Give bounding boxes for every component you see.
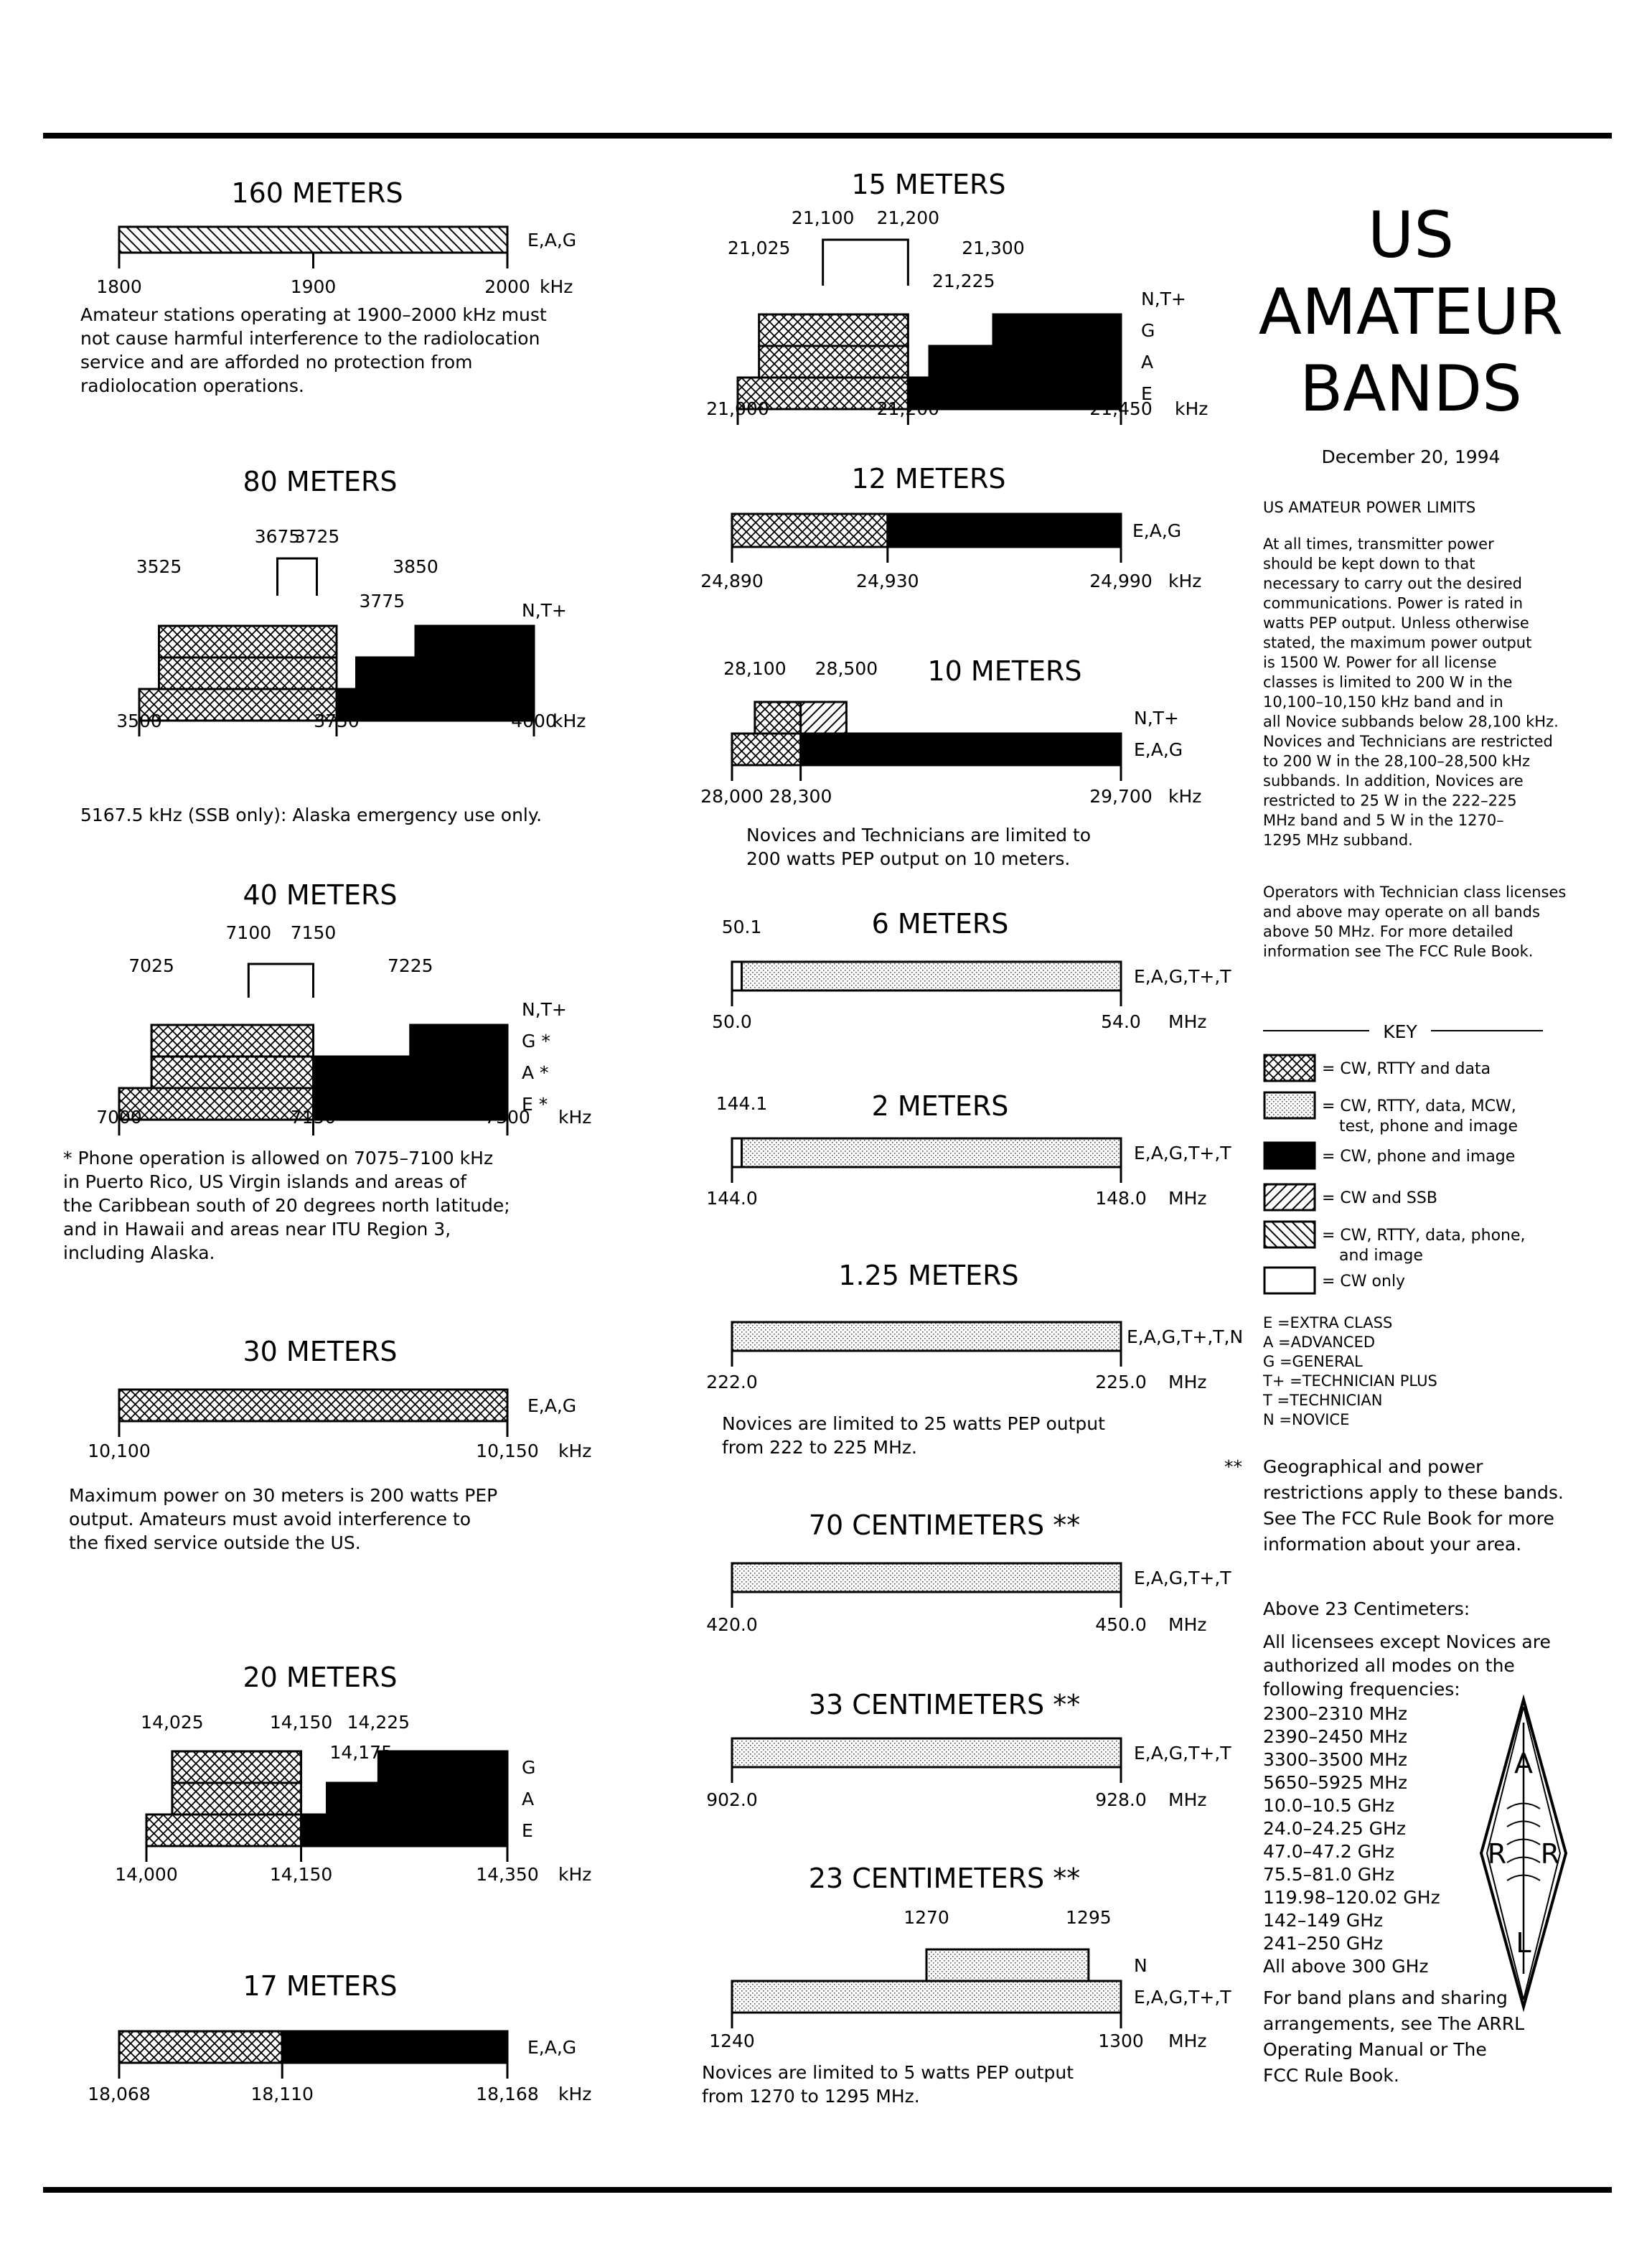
band-segment-solid (301, 1814, 507, 1846)
band-segment-solid (416, 626, 534, 657)
edge-marker-label: 3850 (393, 556, 438, 577)
band-segment-cross (732, 734, 801, 765)
band-note-line: the fixed service outside the US. (69, 1532, 361, 1553)
band-note-line: 5167.5 kHz (SSB only): Alaska emergency use only. (80, 805, 543, 825)
key-swatch-fwd (1264, 1184, 1315, 1210)
band-segment-cross (759, 346, 909, 378)
unit-label: MHz (1168, 1011, 1207, 1032)
band-10 (706, 1090, 1231, 1209)
title-line-1: US (1367, 198, 1455, 272)
edge-marker-label: 50.1 (721, 917, 762, 937)
license-class-line: G =GENERAL (1263, 1353, 1363, 1370)
power-limits-line: 1295 MHz subband. (1263, 831, 1413, 849)
key-label-2: test, phone and image (1339, 1118, 1518, 1135)
geo-restriction-line: restrictions apply to these bands. (1263, 1482, 1564, 1503)
band-1 (80, 466, 586, 825)
tick-label: 21,200 (876, 398, 940, 419)
band-segment-empty (732, 1138, 742, 1167)
tick-label: 222.0 (706, 1372, 758, 1392)
edge-marker-label: 3725 (294, 526, 340, 547)
band-segment-cross (146, 1814, 301, 1846)
edge-marker-label: 28,500 (815, 658, 878, 679)
above23-frequency: 10.0–10.5 GHz (1263, 1795, 1395, 1816)
tick-label: 902.0 (706, 1789, 758, 1810)
band-title: 23 CENTIMETERS ** (808, 1863, 1081, 1894)
above23-heading: Above 23 Centimeters: (1263, 1598, 1470, 1619)
tick-label: 3500 (116, 711, 162, 731)
row-label: E,A,G (1132, 520, 1182, 541)
band-segment-solid (357, 657, 535, 689)
band-segment-dots (732, 1563, 1121, 1592)
tick-label: 50.0 (712, 1011, 752, 1032)
logo-letter-left: R (1487, 1838, 1507, 1870)
tick-label: 1800 (96, 276, 142, 297)
power-limits-line: watts PEP output. Unless otherwise (1263, 614, 1529, 632)
row-label: N,T+ (1141, 289, 1186, 309)
operators-line: above 50 MHz. For more detailed (1263, 923, 1513, 940)
band-segment-cross (151, 1057, 313, 1088)
key (1263, 1021, 1543, 1293)
logo-letter-top: A (1514, 1748, 1533, 1779)
row-label: N (1134, 1955, 1148, 1976)
band-title: 40 METERS (243, 879, 398, 911)
license-class-line: N =NOVICE (1263, 1411, 1350, 1428)
band-segment-empty (732, 962, 742, 990)
band-segment-cross (732, 514, 888, 547)
band-segment-solid (410, 1025, 507, 1057)
operators-line: information see The FCC Rule Book. (1263, 942, 1534, 960)
band-6 (706, 169, 1208, 425)
edge-marker-label: 3675 (254, 526, 301, 547)
band-0 (80, 177, 576, 396)
key-swatch-empty (1264, 1268, 1315, 1293)
band-segment-solid (929, 346, 1121, 378)
date: December 20, 1994 (1321, 446, 1501, 467)
band-segment-solid (888, 514, 1121, 547)
key-items (1264, 1055, 1526, 1293)
edge-marker-label: 1295 (1066, 1907, 1112, 1928)
operators-line: Operators with Technician class licenses (1263, 884, 1567, 901)
tick-label: 225.0 (1095, 1372, 1147, 1392)
above23-line: authorized all modes on the (1263, 1655, 1515, 1676)
band-plans-line: Operating Manual or The (1263, 2039, 1487, 2060)
tick-label: 14,150 (269, 1864, 333, 1885)
arrl-logo (1481, 1700, 1566, 2007)
above23-line: following frequencies: (1263, 1679, 1460, 1700)
row-label: E,A,G,T+,T (1134, 1143, 1231, 1163)
band-plans-line: FCC Rule Book. (1263, 2065, 1399, 2086)
band-segment-cross (172, 1751, 301, 1783)
tick-label: 28,000 (700, 786, 764, 807)
band-note-line: from 1270 to 1295 MHz. (702, 2086, 920, 2107)
above23-frequency: 2300–2310 MHz (1263, 1703, 1408, 1724)
key-label: = CW only (1322, 1273, 1406, 1291)
tick-label: 18,168 (476, 2084, 539, 2104)
band-note-line: from 222 to 225 MHz. (722, 1437, 917, 1458)
above23-frequency: 5650–5925 MHz (1263, 1772, 1408, 1793)
band-5 (88, 1970, 591, 2104)
band-note-line: * Phone operation is allowed on 7075–7100 kHz (63, 1148, 494, 1169)
band-segment-solid (282, 2031, 507, 2063)
band-note-line: service and are afforded no protection from (80, 352, 473, 373)
edge-marker-label: 14,175 (329, 1742, 393, 1763)
band-note-line: output. Amateurs must avoid interference to (69, 1509, 471, 1530)
geo-mark: ** (1224, 1456, 1242, 1477)
key-label: = CW, RTTY, data, phone, (1322, 1227, 1526, 1245)
edge-marker-label: 3525 (136, 556, 182, 577)
tick-label: 4000 (511, 711, 557, 731)
row-label: E,A,G,T+,T (1134, 966, 1231, 987)
band-9 (712, 908, 1231, 1032)
tick-label: 24,890 (700, 571, 764, 591)
tick-label: 24,930 (856, 571, 919, 591)
band-plans-line: For band plans and sharing (1263, 1987, 1508, 2008)
power-limits-line: necessary to carry out the desired (1263, 575, 1523, 592)
row-label: E,A,G,T+,T (1134, 1987, 1231, 2008)
edge-marker-label: 28,100 (723, 658, 787, 679)
above23-frequency: 241–250 GHz (1263, 1933, 1384, 1954)
row-label: G (1141, 320, 1155, 341)
band-title: 70 CENTIMETERS ** (808, 1509, 1081, 1541)
above23-frequency: 119.98–120.02 GHz (1263, 1887, 1440, 1908)
band-segment-fwd (801, 702, 847, 734)
above23-frequency: All above 300 GHz (1263, 1956, 1429, 1977)
band-segment-dots (732, 1322, 1121, 1351)
edge-marker-label: 14,150 (269, 1712, 333, 1733)
row-label: N,T+ (522, 600, 567, 621)
band-segment-cross (159, 657, 337, 689)
row-label: G * (522, 1031, 550, 1052)
band-title: 160 METERS (231, 177, 403, 209)
band-title: 10 METERS (927, 655, 1082, 687)
novice-segment (823, 240, 909, 286)
key-swatch-dots (1264, 1092, 1315, 1118)
key-title: KEY (1383, 1021, 1417, 1042)
band-title: 20 METERS (243, 1662, 398, 1693)
unit-label: kHz (558, 1107, 592, 1128)
band-segment-back (119, 227, 507, 253)
operators-text (1263, 884, 1566, 960)
row-label: E,A,G (527, 1395, 577, 1416)
edge-marker-label: 21,300 (962, 238, 1025, 258)
band-title: 6 METERS (871, 908, 1009, 940)
band-segment-cross (172, 1783, 301, 1814)
logo-letter-right: R (1540, 1838, 1560, 1870)
key-swatch-cross (1264, 1055, 1315, 1081)
above23-frequency: 142–149 GHz (1263, 1910, 1384, 1931)
power-limits-line: to 200 W in the 28,100–28,500 kHz (1263, 752, 1531, 770)
band-diagrams (63, 169, 1243, 2107)
band-segment-cross (755, 702, 801, 734)
unit-label: kHz (540, 276, 573, 297)
band-2 (63, 879, 591, 1263)
tick-label: 14,000 (115, 1864, 178, 1885)
unit-label: kHz (1168, 786, 1202, 807)
row-label: E (522, 1820, 533, 1841)
row-label: A (522, 1789, 535, 1809)
band-segment-cross (119, 2031, 282, 2063)
edge-marker-label: 7150 (290, 922, 337, 943)
tick-label: 29,700 (1089, 786, 1153, 807)
key-label: = CW and SSB (1322, 1189, 1437, 1207)
logo-letter-bottom: L (1516, 1927, 1531, 1959)
band-title: 15 METERS (851, 169, 1006, 200)
tick-label: 928.0 (1095, 1789, 1147, 1810)
tick-label: 7150 (290, 1107, 337, 1128)
license-class-line: T =TECHNICIAN (1263, 1392, 1383, 1409)
tick-label: 18,068 (88, 2084, 151, 2104)
band-title: 1.25 METERS (838, 1260, 1019, 1291)
tick-label: 450.0 (1095, 1614, 1147, 1635)
title-line-2: AMATEUR (1258, 275, 1564, 349)
power-limits-line: communications. Power is rated in (1263, 594, 1524, 612)
power-limits-line: classes is limited to 200 W in the (1263, 673, 1513, 691)
title-line-3: BANDS (1299, 352, 1523, 426)
operators-line: and above may operate on all bands (1263, 903, 1540, 921)
edge-marker-label: 144.1 (715, 1093, 768, 1114)
edge-marker-label: 14,025 (141, 1712, 204, 1733)
band-12 (706, 1509, 1231, 1635)
key-label-2: and image (1339, 1247, 1423, 1265)
edge-marker-label: 21,225 (932, 271, 995, 291)
above23-frequency: 3300–3500 MHz (1263, 1749, 1408, 1770)
license-class-line: T+ =TECHNICIAN PLUS (1263, 1372, 1437, 1390)
bottom-rule (43, 2187, 1612, 2193)
band-segment-solid (327, 1783, 508, 1814)
tick-label: 1300 (1098, 2031, 1144, 2051)
tick-label: 28,300 (769, 786, 832, 807)
novice-segment (248, 964, 313, 998)
row-label: G (522, 632, 536, 652)
tick-label: 14,350 (476, 1864, 539, 1885)
band-segment-solid (314, 1057, 508, 1088)
band-note-line: Novices are limited to 25 watts PEP output (722, 1413, 1105, 1434)
band-note-line: including Alaska. (63, 1242, 215, 1263)
edge-marker-label: 3775 (359, 591, 405, 612)
unit-label: kHz (1168, 571, 1202, 591)
row-label: N,T+ (1134, 708, 1179, 729)
band-segment-dots (732, 1981, 1121, 2013)
power-limits-line: At all times, transmitter power (1263, 535, 1494, 553)
unit-label: MHz (1168, 1188, 1207, 1209)
key-swatch-solid (1264, 1143, 1315, 1169)
band-segment-cross (139, 689, 337, 721)
band-note-line: in Puerto Rico, US Virgin islands and areas of (63, 1171, 466, 1192)
band-7 (700, 463, 1201, 591)
row-label: E (1141, 383, 1153, 404)
key-swatch-back (1264, 1222, 1315, 1247)
band-13 (706, 1689, 1231, 1810)
edge-marker-label: 21,200 (876, 207, 940, 228)
power-limits-line: restricted to 25 W in the 222–225 (1263, 792, 1517, 810)
top-rule (43, 133, 1612, 139)
geo-restriction-line: information about your area. (1263, 1534, 1522, 1555)
geo-restriction-line: See The FCC Rule Book for more (1263, 1508, 1554, 1529)
power-limits-line: should be kept down to that (1263, 555, 1475, 573)
power-limits-text (1263, 535, 1559, 849)
band-note-line: 200 watts PEP output on 10 meters. (746, 848, 1071, 869)
tick-label: 2000 (484, 276, 530, 297)
power-heading: US AMATEUR POWER LIMITS (1263, 499, 1476, 516)
key-label: = CW, RTTY and data (1322, 1060, 1491, 1078)
band-title: 12 METERS (851, 463, 1006, 495)
band-note-line: radiolocation operations. (80, 375, 304, 396)
band-segment-solid (314, 1088, 508, 1120)
band-title: 2 METERS (871, 1090, 1009, 1122)
unit-label: kHz (558, 2084, 592, 2104)
unit-label: MHz (1168, 1614, 1207, 1635)
band-segment-solid (337, 689, 534, 721)
above23-frequency: 75.5–81.0 GHz (1263, 1864, 1395, 1885)
power-limits-line: stated, the maximum power output (1263, 634, 1532, 652)
unit-label: MHz (1168, 1372, 1207, 1392)
power-limits-line: all Novice subbands below 28,100 kHz. (1263, 713, 1559, 731)
tick-label: 420.0 (706, 1614, 758, 1635)
band-note-line: Maximum power on 30 meters is 200 watts PEP (69, 1485, 498, 1506)
row-label: E,A,G,T+,T (1134, 1743, 1231, 1764)
row-label: E,A,G,T+,T (1134, 1568, 1231, 1588)
band-title: 30 METERS (243, 1336, 398, 1367)
band-note-line: Amateur stations operating at 1900–2000 kHz must (80, 304, 547, 325)
band-plans-line: arrangements, see The ARRL (1263, 2013, 1525, 2034)
above23-line: All licensees except Novices are (1263, 1631, 1551, 1652)
above23-frequency: 47.0–47.2 GHz (1263, 1841, 1395, 1862)
tick-label: 148.0 (1095, 1188, 1147, 1209)
above23-text (1263, 1631, 1551, 1700)
tick-label: 24,990 (1089, 571, 1153, 591)
tick-label: 54.0 (1101, 1011, 1141, 1032)
row-label: E,A,G (527, 2037, 577, 2058)
tick-label: 21,450 (1089, 398, 1153, 419)
license-class-line: A =ADVANCED (1263, 1334, 1376, 1351)
unit-label: kHz (553, 711, 586, 731)
band-11 (706, 1260, 1243, 1458)
edge-marker-label: 14,225 (347, 1712, 410, 1733)
band-segment-cross (119, 1390, 507, 1421)
band-14 (702, 1863, 1231, 2107)
band-segment-solid (801, 734, 1121, 765)
band-note-line: Novices are limited to 5 watts PEP output (702, 2062, 1074, 2083)
edge-marker-label: 7225 (387, 955, 433, 976)
key-label: = CW, RTTY, data, MCW, (1322, 1097, 1516, 1115)
band-note-line: and in Hawaii and areas near ITU Region 3, (63, 1219, 451, 1240)
row-label: A * (522, 1062, 549, 1083)
row-label: E,A,G (1134, 739, 1183, 760)
row-label: A (1141, 352, 1154, 373)
power-limits-line: is 1500 W. Power for all license (1263, 654, 1497, 671)
tick-label: 21,000 (706, 398, 769, 419)
band-title: 33 CENTIMETERS ** (808, 1689, 1081, 1720)
novice-segment (278, 558, 317, 596)
tick-label: 10,100 (88, 1441, 151, 1461)
tick-label: 1900 (290, 276, 337, 297)
unit-label: MHz (1168, 1789, 1207, 1810)
band-segment-solid (993, 314, 1121, 346)
row-label: G (522, 1757, 536, 1778)
band-4 (115, 1662, 591, 1885)
key-label: = CW, phone and image (1322, 1148, 1516, 1166)
tick-label: 1240 (709, 2031, 755, 2051)
band-note-line: not cause harmful interference to the radiolocation (80, 328, 540, 349)
unit-label: kHz (558, 1441, 592, 1461)
row-label: E (522, 695, 533, 716)
power-limits-line: subbands. In addition, Novices are (1263, 772, 1524, 790)
above23-frequency: 2390–2450 MHz (1263, 1726, 1408, 1747)
license-class-line: E =EXTRA CLASS (1263, 1314, 1393, 1331)
tick-label: 7000 (96, 1107, 142, 1128)
edge-marker-label: 21,025 (727, 238, 791, 258)
edge-marker-label: 1270 (904, 1907, 949, 1928)
power-limits-line: Novices and Technicians are restricted (1263, 733, 1553, 750)
above23-frequencies (1263, 1703, 1440, 1977)
geo-restriction-line: Geographical and power (1263, 1456, 1483, 1477)
row-label: A (522, 663, 535, 684)
edge-marker-label: 21,100 (791, 207, 855, 228)
band-segment-solid (378, 1751, 507, 1783)
band-segment-cross (119, 1088, 314, 1120)
above23-frequency: 24.0–24.25 GHz (1263, 1818, 1406, 1839)
power-limits-line: 10,100–10,150 kHz band and in (1263, 693, 1503, 711)
band-note-line: the Caribbean south of 20 degrees north latitude; (63, 1195, 510, 1216)
band-segment-dots (732, 1738, 1121, 1767)
unit-label: MHz (1168, 2031, 1207, 2051)
band-title: 80 METERS (243, 466, 398, 497)
band-title: 17 METERS (243, 1970, 398, 2002)
unit-label: kHz (1175, 398, 1209, 419)
unit-label: kHz (558, 1864, 592, 1885)
tick-label: 10,150 (476, 1441, 539, 1461)
edge-marker-label: 7025 (128, 955, 174, 976)
band-note-line: Novices and Technicians are limited to (746, 825, 1092, 846)
band-8 (700, 655, 1201, 869)
row-label: E,A,G (527, 230, 577, 250)
edge-marker-label: 7100 (225, 922, 272, 943)
band-segment-cross (759, 314, 909, 346)
band-segment-dots (742, 1138, 1121, 1167)
row-label: N,T+ (522, 999, 567, 1020)
band-segment-dots (926, 1949, 1089, 1981)
band-segment-cross (151, 1025, 313, 1057)
band-segment-dots (742, 962, 1121, 990)
tick-label: 7300 (484, 1107, 530, 1128)
band-segment-cross (159, 626, 337, 657)
row-label: E,A,G,T+,T,N (1127, 1326, 1244, 1347)
row-label: E * (522, 1094, 548, 1115)
license-classes (1262, 1314, 1437, 1428)
power-limits-line: MHz band and 5 W in the 1270– (1263, 812, 1504, 829)
band-3 (69, 1336, 591, 1553)
tick-label: 18,110 (250, 2084, 314, 2104)
tick-label: 3750 (314, 711, 360, 731)
tick-label: 144.0 (706, 1188, 758, 1209)
geo-restrictions-text (1263, 1456, 1564, 1555)
band-plans-text (1263, 1987, 1524, 2086)
